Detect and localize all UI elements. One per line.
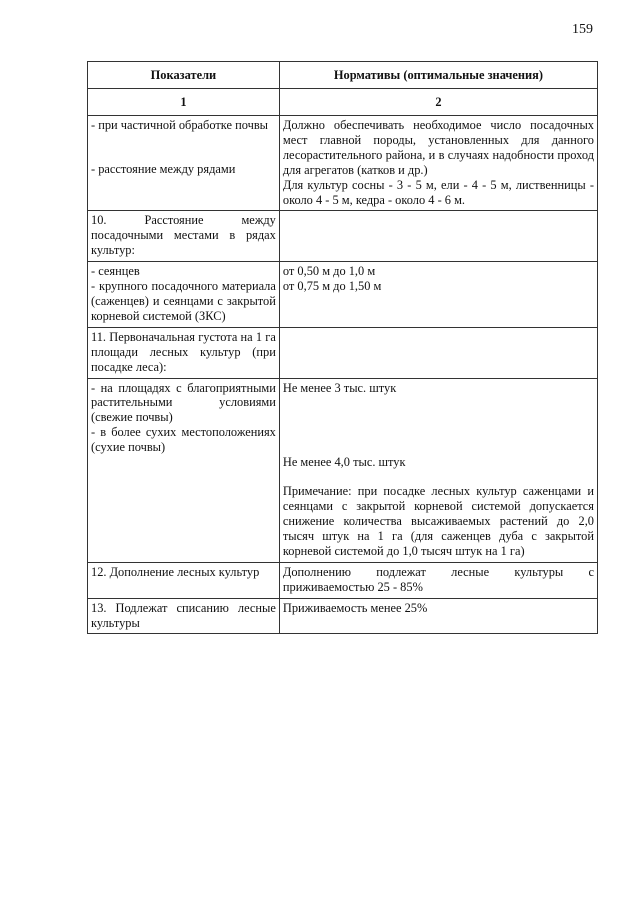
table-row — [88, 598, 598, 634]
indicator-text: - крупного посадочного материала (саженцев) и сеянцами с закрытой корневой системой (ЗКС) — [91, 279, 276, 323]
norm-text: Для культур сосны - 3 - 5 м, ели - 4 - 5 м, лиственницы - около 4 - 5 м, кедра - около 4 - 6 м. — [282, 177, 594, 207]
indicator-text: - сеянцев — [91, 264, 140, 279]
indicator-text: 11. Первоначальная густота на 1 га площади лесных культур (при посадке леса): — [91, 329, 276, 374]
norm-cell — [279, 211, 597, 262]
page-number: 159 — [572, 22, 593, 37]
norm-note: Примечание: при посадке лесных культур саженцами и сеянцами с закрытой корневой системой допускается снижение количества высаживаемых растений до 2,0 тысяч штук на 1 га (для саженцев дуба с закрытой корневой системой до 1,0 тысяч штук на 1 га) — [282, 484, 594, 558]
indicator-cell — [88, 378, 280, 562]
table-row — [88, 562, 598, 598]
table-row — [88, 262, 598, 328]
indicator-cell — [88, 327, 280, 378]
indicator-cell — [88, 211, 280, 262]
norm-cell — [279, 262, 597, 328]
header-number-row — [88, 89, 598, 116]
norm-text: Приживаемость менее 25% — [282, 600, 428, 615]
indicator-cell — [88, 116, 280, 211]
indicator-cell — [88, 562, 280, 598]
norm-cell — [279, 562, 597, 598]
indicator-cell — [88, 262, 280, 328]
table-row — [88, 116, 598, 211]
header-number-1: 1 — [88, 89, 280, 116]
table-row — [88, 378, 598, 562]
indicator-text: - при частичной обработке почвы — [91, 118, 269, 132]
table-row — [88, 211, 598, 262]
norm-cell — [279, 378, 597, 562]
norms-table — [87, 61, 598, 634]
norm-text: Дополнению подлежат лесные культуры с приживаемостью 25 - 85% — [282, 564, 594, 594]
indicator-text: 13. Подлежат списанию лесные культуры — [91, 600, 276, 630]
indicator-text: 12. Дополнение лесных культур — [91, 564, 260, 579]
indicator-cell — [88, 598, 280, 634]
table-row — [88, 327, 598, 378]
indicator-text: - в более сухих местоположениях (сухие почвы) — [91, 425, 276, 455]
indicator-text: 10. Расстояние между посадочными местами в рядах культур: — [91, 213, 276, 258]
norm-text: Должно обеспечивать необходимое число посадочных мест главной породы, установленных для данного лесорастительного района, и в случаях надобности проход для агрегатов (катков и др.) — [282, 118, 594, 177]
norm-cell — [279, 116, 597, 211]
header-number-2: 2 — [279, 89, 597, 116]
norm-text: Не менее 4,0 тыс. штук — [282, 455, 406, 470]
norm-text: Не менее 3 тыс. штук — [282, 380, 397, 395]
header-norms: Нормативы (оптимальные значения) — [279, 62, 597, 89]
norm-text: от 0,50 м до 1,0 м — [282, 264, 376, 279]
header-row — [88, 62, 598, 89]
norm-cell — [279, 327, 597, 378]
header-indicators: Показатели — [88, 62, 280, 89]
indicator-text: - расстояние между рядами — [91, 161, 236, 176]
norm-text: от 0,75 м до 1,50 м — [282, 279, 382, 294]
indicator-text: - на площадях с благоприятными растительными условиями (свежие почвы) — [91, 380, 276, 425]
norm-cell — [279, 598, 597, 634]
